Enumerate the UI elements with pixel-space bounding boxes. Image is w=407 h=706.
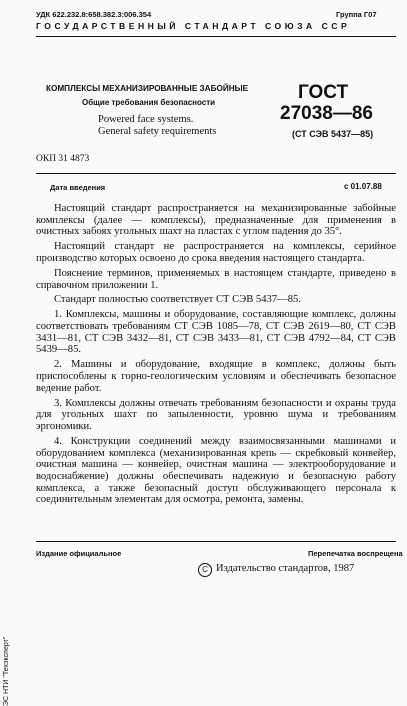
reprint-prohibited-label: Перепечатка воспрещена (308, 549, 403, 558)
document-title-ru: КОМПЛЕКСЫ МЕХАНИЗИРОВАННЫЕ ЗАБОЙНЫЕ (46, 84, 249, 93)
paragraph-conformity: Стандарт полностью соответствует СТ СЭВ 5437—85. (54, 294, 301, 306)
clause-1: 1. Комплексы, машины и оборудование, составляющие комплекс, должны соответствовать требованиям СТ СЭВ 1085—78, СТ СЭВ 2619—80, СТ СЭВ 3431—81, СТ СЭВ 3432—81, СТ СЭВ 3433—81, СТ СЭВ 4792—84, СТ СЭВ 5439—85. (36, 309, 396, 356)
intro-date-label: Дата введения (50, 183, 106, 192)
gost-number: 27038—86 (280, 103, 373, 124)
paragraph-scope: Настоящий стандарт распространяется на механизированные забойные комплексы (далее — комплексы), предназначенные для применения в очистных забоях угольных шахт на пластах с углом падения до 35°. (36, 203, 396, 238)
paragraph-terms: Пояснение терминов, применяемых в настоящем стандарте, приведено в справочном приложении 1. (36, 267, 396, 291)
intro-divider (36, 173, 396, 174)
document-title-en: Powered face systems. (98, 114, 194, 125)
document-subtitle-en: General safety requirements (98, 126, 217, 137)
side-stamp: ЭС НТИ "Техэксперт" (3, 636, 10, 706)
group-code: Группа Г07 (336, 10, 377, 19)
paragraph-exclusion: Настоящий стандарт не распространяется на комплексы, серийное производство которых освоено до срока введения настоящего стандарта. (36, 241, 396, 264)
intro-date: с 01.07.88 (344, 182, 382, 191)
document-subtitle-ru: Общие требования безопасности (82, 98, 216, 107)
gost-label: ГОСТ (298, 82, 349, 103)
copyright-text: Издательство стандартов, 1987 (216, 563, 355, 574)
state-standard-banner: ГОСУДАРСТВЕННЫЙ СТАНДАРТ СОЮЗА ССР (36, 21, 351, 31)
clause-2: 2. Машины и оборудование, входящие в комплекс, должны быть приспособлены к горно-геологическим условиям и обеспечивать безопасное ведение работ. (36, 359, 396, 394)
document-body (36, 203, 396, 509)
official-edition-label: Издание официальное (36, 549, 122, 558)
udc-code: УДК 622.232.8:658.382.3:006.354 (36, 10, 152, 19)
copyright-icon: C (198, 563, 212, 577)
copyright-line (198, 563, 354, 577)
okp-code: ОКП 31 4873 (36, 154, 90, 164)
clause-4: 4. Конструкции соединений между взаимосвязанными машинами и оборудованием комплекса (механизированная крепь — скребковый конвейер, очистная машина — конвейер, очистная машина — электрооборудование и водоснабжение) должны обеспечивать надежную и безопасную работу комплекса, а также безопасный доступ обслуживающего персонала к соединительным элементам для осмотра, ремонта, замены. (36, 435, 396, 506)
footer-divider (36, 541, 396, 542)
cst-reference: (СТ СЭВ 5437—85) (292, 129, 374, 139)
top-divider (36, 36, 396, 37)
clause-3: 3. Комплексы должны отвечать требованиям безопасности и охраны труда для угольных шахт по запыленности, уровню шума и требованиям эргономики. (36, 397, 396, 433)
